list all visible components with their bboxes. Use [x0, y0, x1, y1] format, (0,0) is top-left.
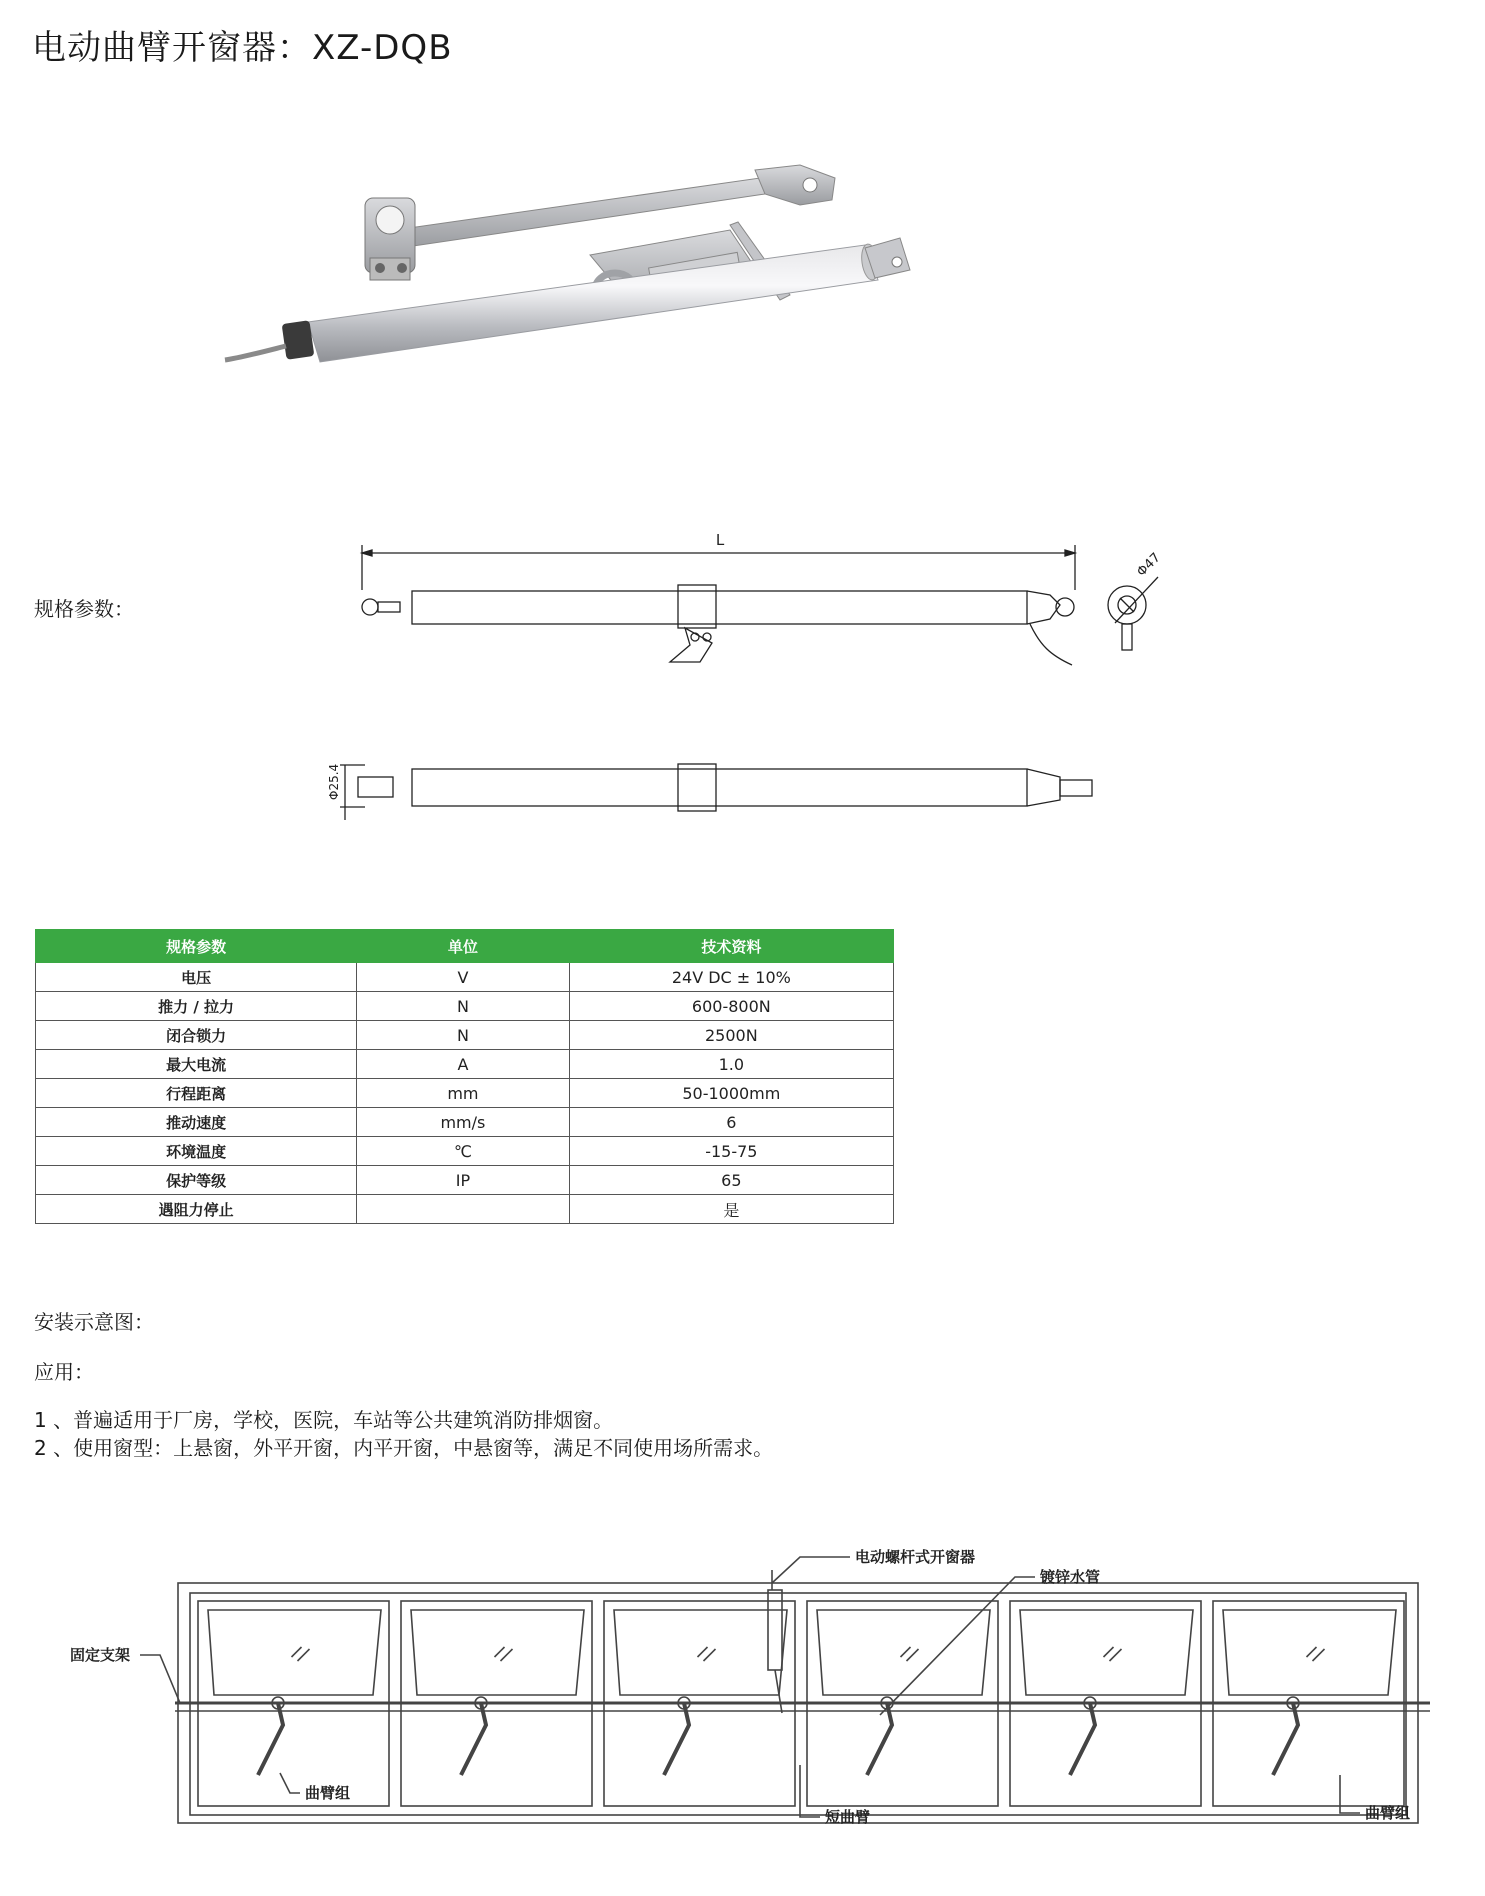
unit-cell	[357, 1195, 570, 1224]
spec-table	[35, 929, 894, 1224]
value-cell: -15-75	[569, 1137, 893, 1166]
install-section-label: 安装示意图：	[34, 1310, 154, 1334]
diameter-label: Φ47	[1134, 550, 1164, 580]
application-line-2: 2 、使用窗型：上悬窗，外平开窗，内平开窗，中悬窗等，满足不同使用场所需求。	[34, 1436, 774, 1460]
callout-arm-left: 曲臂组	[305, 1784, 351, 1802]
table-row	[36, 1137, 894, 1166]
length-label: L	[715, 531, 725, 549]
param-cell: 电压	[36, 963, 357, 992]
table-row	[36, 1079, 894, 1108]
param-cell: 最大电流	[36, 1050, 357, 1079]
unit-cell: IP	[357, 1166, 570, 1195]
unit-cell: V	[357, 963, 570, 992]
table-row	[36, 1050, 894, 1079]
value-cell: 2500N	[569, 1021, 893, 1050]
unit-cell: mm	[357, 1079, 570, 1108]
callout-arm-right: 曲臂组	[1365, 1804, 1411, 1822]
value-cell: 24V DC ± 10%	[569, 963, 893, 992]
param-cell: 遇阻力停止	[36, 1195, 357, 1224]
technical-drawing	[327, 525, 1180, 845]
table-row	[36, 1166, 894, 1195]
param-cell: 闭合锁力	[36, 1021, 357, 1050]
value-cell: 600-800N	[569, 992, 893, 1021]
header-param: 规格参数	[36, 930, 357, 963]
application-line-1: 1 、普遍适用于厂房，学校，医院，车站等公共建筑消防排烟窗。	[34, 1408, 614, 1432]
value-cell: 65	[569, 1166, 893, 1195]
actuator-tube-image	[225, 238, 910, 362]
callout-bracket: 固定支架	[70, 1646, 131, 1664]
table-row	[36, 1108, 894, 1137]
table-row	[36, 1021, 894, 1050]
param-cell: 推力 / 拉力	[36, 992, 357, 1021]
callout-opener: 电动螺杆式开窗器	[855, 1548, 976, 1566]
value-cell: 1.0	[569, 1050, 893, 1079]
value-cell: 是	[569, 1195, 893, 1224]
param-cell: 保护等级	[36, 1166, 357, 1195]
table-row	[36, 1195, 894, 1224]
value-cell: 50-1000mm	[569, 1079, 893, 1108]
value-cell: 6	[569, 1108, 893, 1137]
unit-cell: N	[357, 1021, 570, 1050]
callout-pipe: 镀锌水管	[1040, 1568, 1101, 1586]
param-cell: 环境温度	[36, 1137, 357, 1166]
table-row	[36, 963, 894, 992]
unit-cell: A	[357, 1050, 570, 1079]
tube-diameter-label: Φ25.4	[327, 763, 341, 800]
unit-cell: ℃	[357, 1137, 570, 1166]
param-cell: 推动速度	[36, 1108, 357, 1137]
spec-section-label: 规格参数：	[34, 597, 134, 621]
header-value: 技术资料	[569, 930, 893, 963]
product-photo	[260, 150, 1130, 450]
header-unit: 单位	[357, 930, 570, 963]
table-header-row	[36, 930, 894, 963]
page-title: 电动曲臂开窗器：XZ-DQB	[32, 28, 453, 68]
unit-cell: mm/s	[357, 1108, 570, 1137]
apply-section-label: 应用：	[34, 1360, 94, 1384]
callout-short-arm: 短曲臂	[825, 1808, 871, 1826]
installation-diagram	[60, 1535, 1460, 1865]
param-cell: 行程距离	[36, 1079, 357, 1108]
unit-cell: N	[357, 992, 570, 1021]
table-row	[36, 992, 894, 1021]
